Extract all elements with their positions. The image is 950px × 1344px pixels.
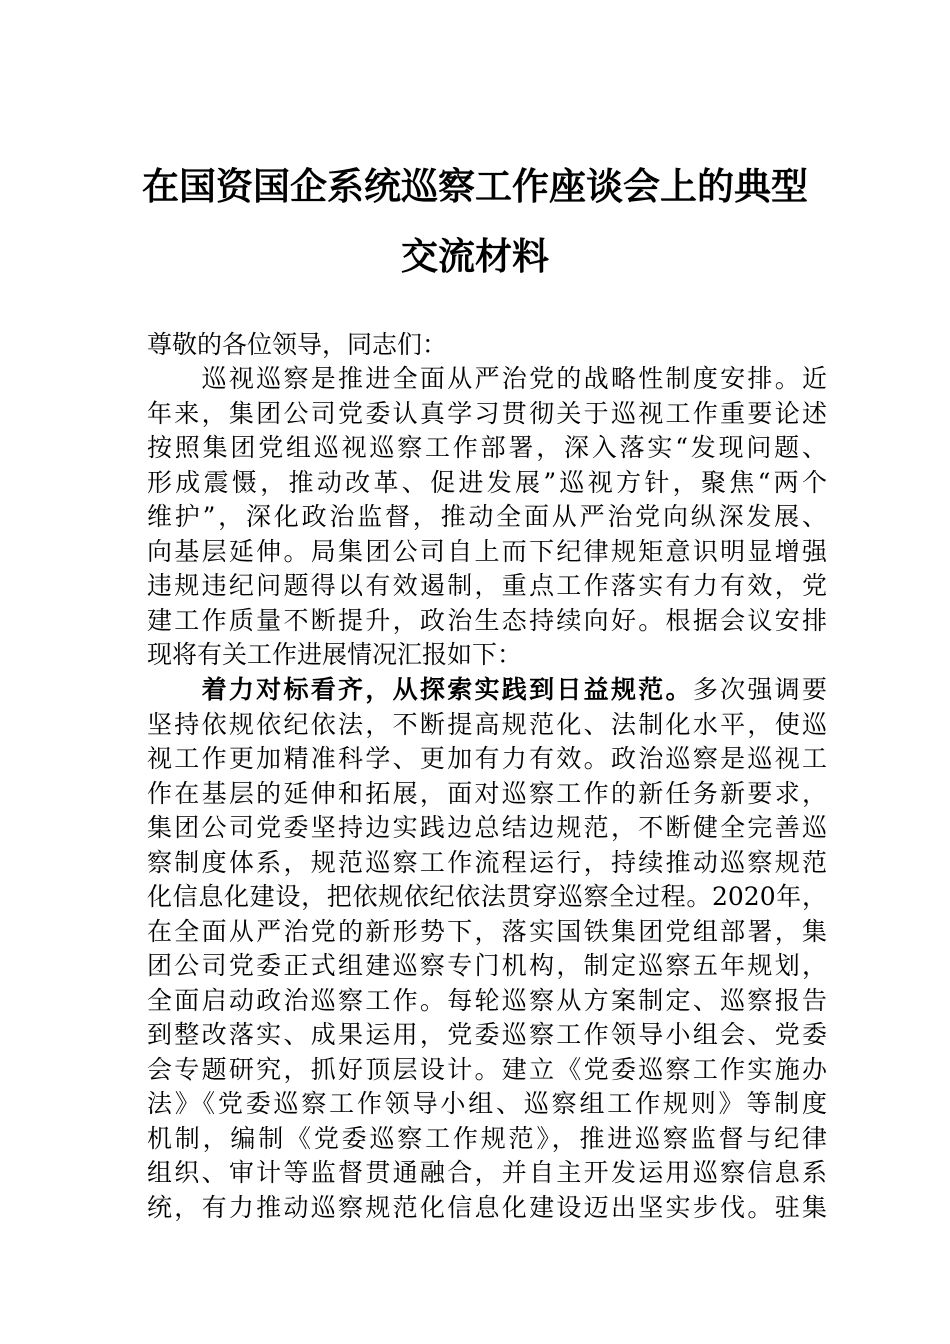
paragraph-2-line: 视工作更加精准科学、更加有力有效。政治巡察是巡视工: [147, 744, 827, 773]
paragraph-2-line: 坚持依规依纪依法，不断提高规范化、法制化水平，使巡: [147, 709, 827, 739]
paragraph-2-line: 集团公司党委坚持边实践边总结边规范，不断健全完善巡: [147, 813, 827, 842]
paragraph-1-line: 向基层延伸。局集团公司自上而下纪律规矩意识明显增强: [147, 536, 827, 566]
paragraph-1-line: 现将有关工作进展情况汇报如下：: [147, 640, 523, 669]
paragraph-2: [147, 673, 827, 1225]
paragraph-2-line: 在全面从严治党的新形势下，落实国铁集团党组部署，集: [147, 916, 827, 946]
paragraph-1: [147, 362, 827, 673]
document-title-line-1: 在国资国企系统巡察工作座谈会上的典型: [142, 164, 808, 208]
paragraph-2-line: 化信息化建设，把依规依纪依法贯穿巡察全过程。2020年，: [147, 882, 827, 911]
paragraph-1-line: 维护”，深化政治监督，推动全面从严治党向纵深发展、: [147, 502, 827, 531]
paragraph-2-line: 团公司党委正式组建巡察专门机构，制定巡察五年规划，: [147, 951, 827, 980]
paragraph-1-line: 违规违纪问题得以有效遏制，重点工作落实有力有效，党: [147, 571, 827, 600]
paragraph-2-heading: 着力对标看齐，从探索实践到日益规范。: [147, 675, 693, 704]
paragraph-1-line: 形成震慑，推动改革、促进发展”巡视方针，聚焦“两个: [147, 467, 827, 497]
paragraph-1-line: 按照集团党组巡视巡察工作部署，深入落实“发现问题、: [147, 433, 827, 462]
paragraph-2-line: 组织、审计等监督贯通融合，并自主开发运用巡察信息系: [147, 1158, 827, 1187]
paragraph-2-line: 到整改落实、成果运用，党委巡察工作领导小组会、党委: [147, 1020, 827, 1049]
paragraph-2-line: 机制，编制《党委巡察工作规范》，推进巡察监督与纪律: [147, 1123, 827, 1153]
paragraph-2-line: 察制度体系，规范巡察工作流程运行，持续推动巡察规范: [147, 847, 827, 877]
document-title-line-2: 交流材料: [401, 234, 549, 278]
salutation: 尊敬的各位领导，同志们：: [147, 330, 448, 359]
paragraph-2-line: 全面启动政治巡察工作。每轮巡察从方案制定、巡察报告: [147, 985, 827, 1015]
paragraph-2-first-line-rest: 多次强调要: [692, 675, 827, 704]
paragraph-1-line: 巡视巡察是推进全面从严治党的战略性制度安排。近: [147, 364, 827, 393]
paragraph-2-line: 法》《党委巡察工作领导小组、巡察组工作规则》等制度: [147, 1089, 827, 1118]
paragraph-1-line: 建工作质量不断提升，政治生态持续向好。根据会议安排: [147, 605, 827, 635]
paragraph-1-line: 年来，集团公司党委认真学习贯彻关于巡视工作重要论述: [147, 398, 827, 428]
paragraph-2-line: 统，有力推动巡察规范化信息化建设迈出坚实步伐。驻集: [147, 1192, 827, 1222]
paragraph-2-first-line: [147, 673, 827, 708]
paragraph-2-line: 会专题研究，抓好顶层设计。建立《党委巡察工作实施办: [147, 1054, 827, 1084]
paragraph-2-line: 作在基层的延伸和拓展，面对巡察工作的新任务新要求，: [147, 778, 827, 808]
